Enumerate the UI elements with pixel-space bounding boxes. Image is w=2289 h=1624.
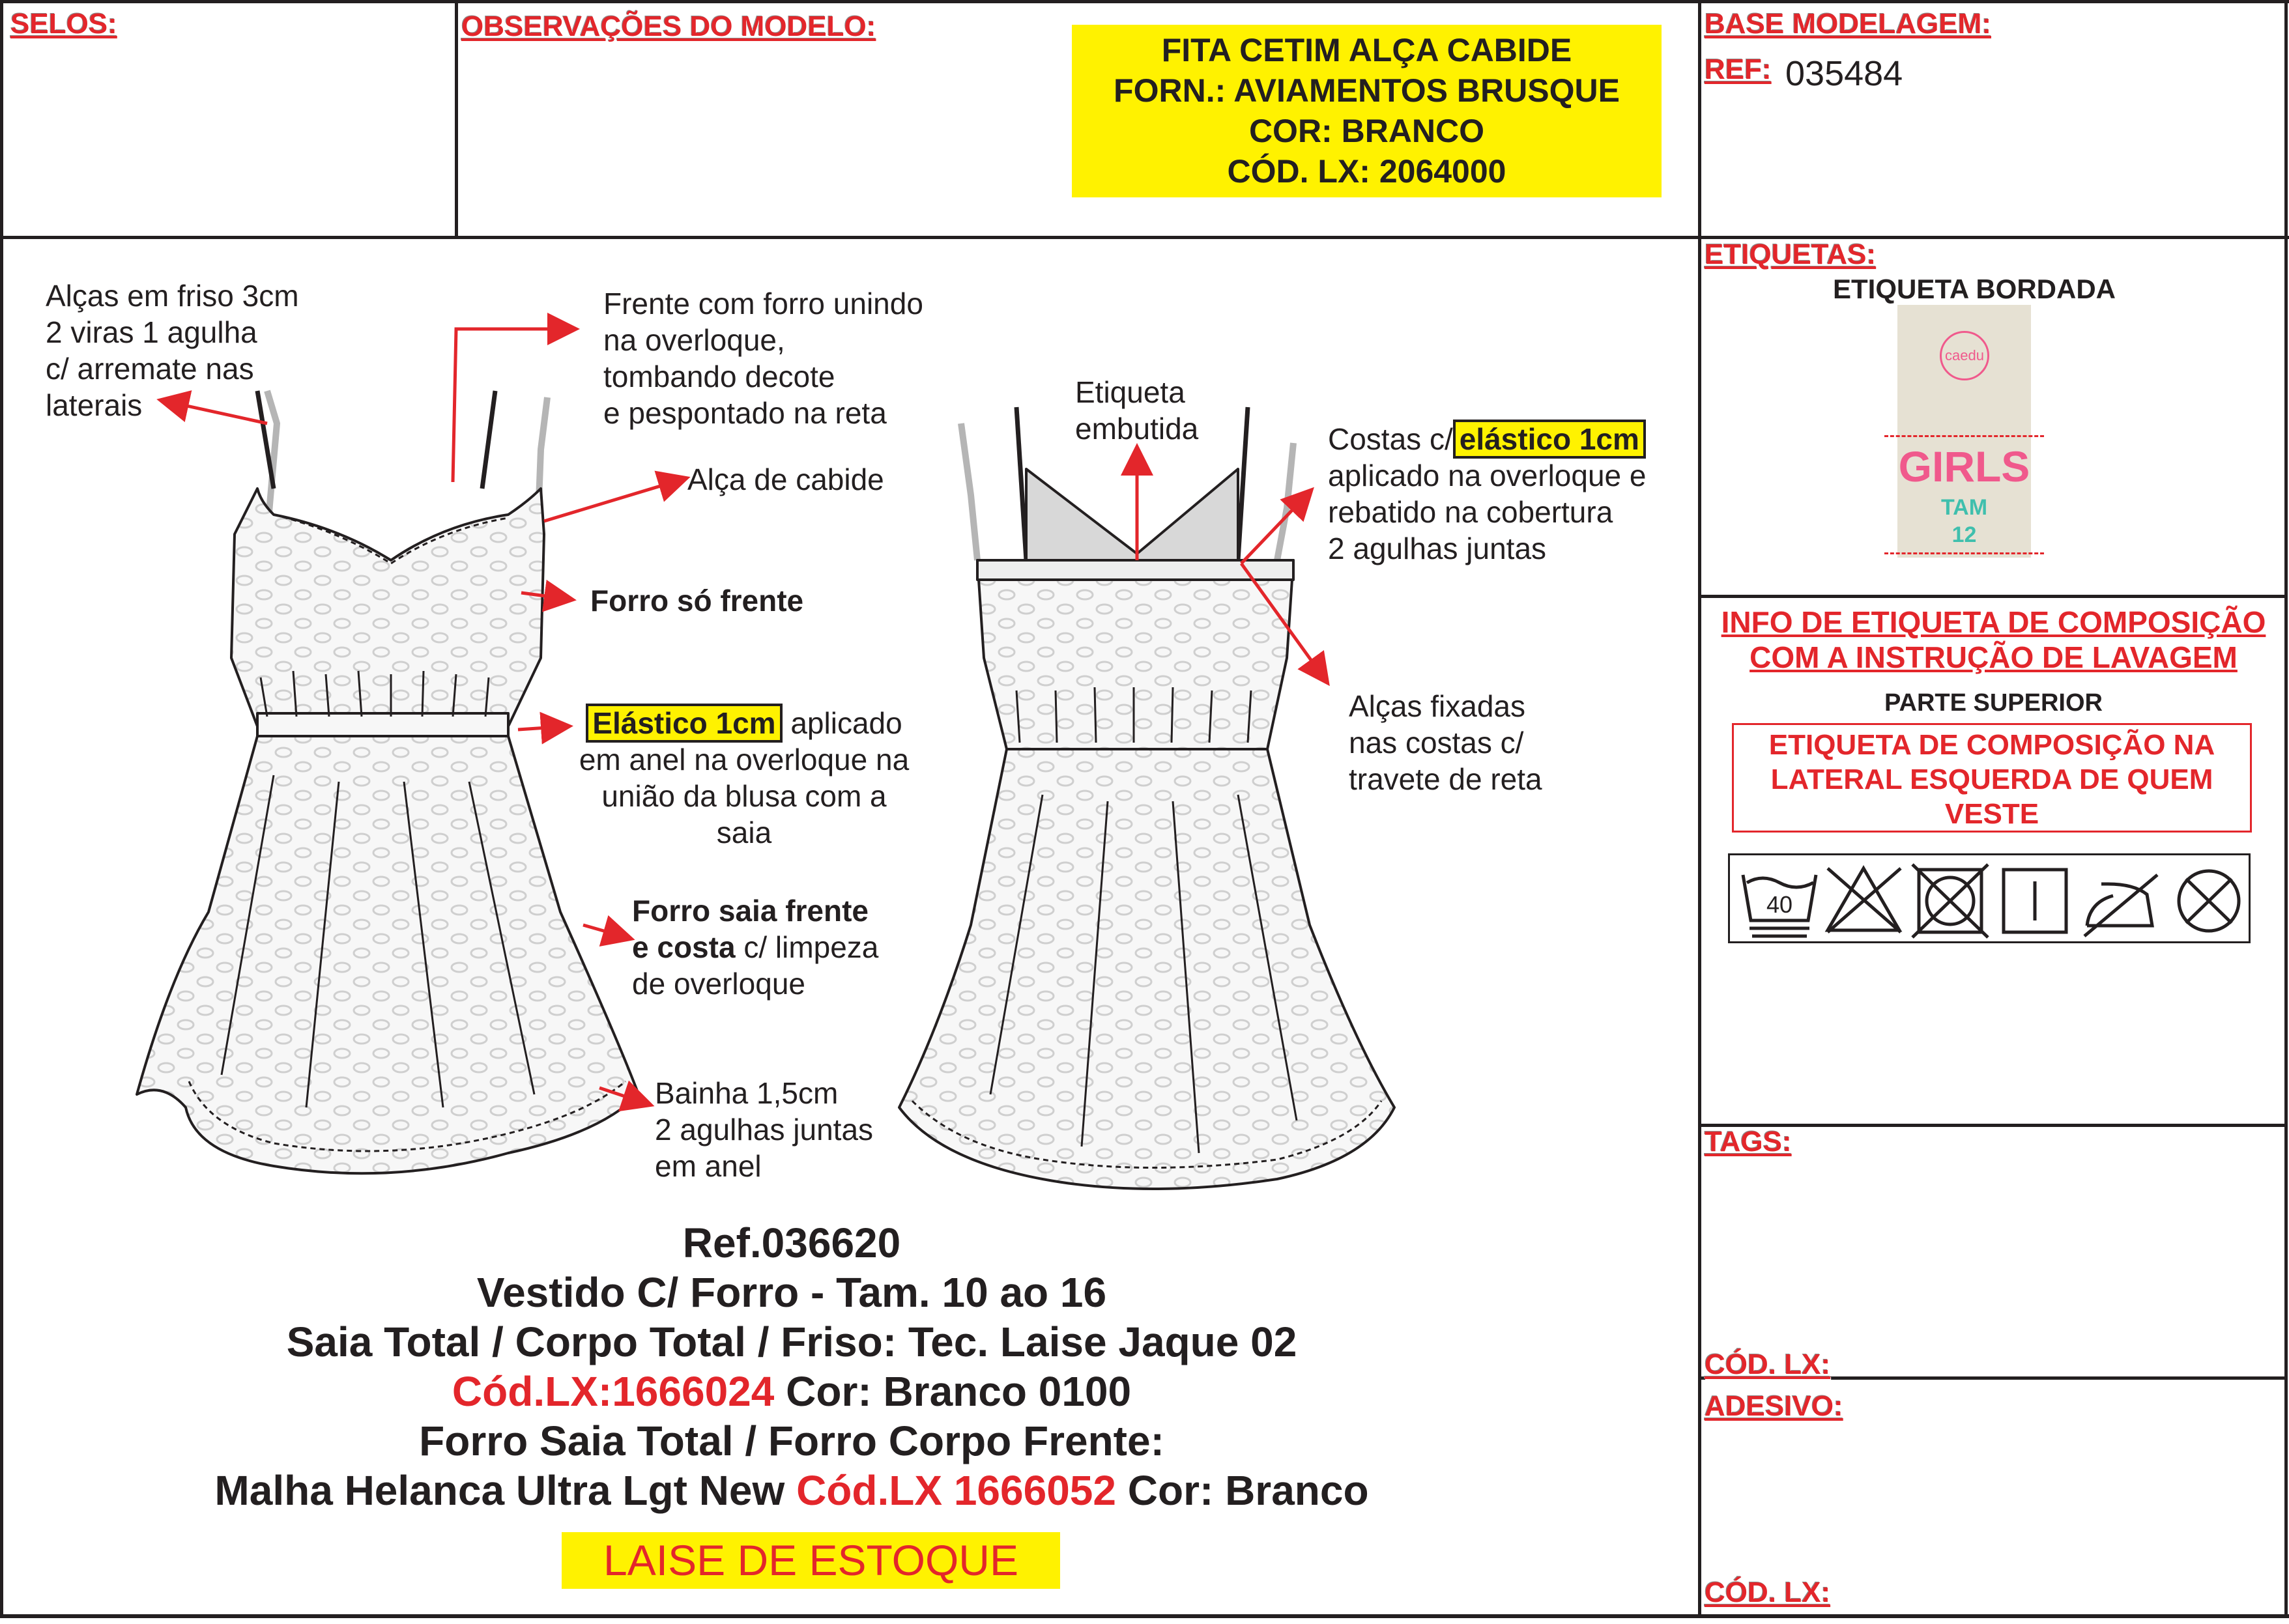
front-waist-band (257, 713, 508, 736)
back-strap-left (1016, 407, 1026, 560)
no-iron-icon (2084, 875, 2157, 936)
parte-superior-label: PARTE SUPERIOR (1884, 689, 2103, 717)
care-symbols-svg (1730, 855, 2253, 945)
wash-temp: 40 (1766, 891, 1793, 918)
spec-ref: Ref.036620 (682, 1219, 901, 1266)
fita-line-4: CÓD. LX: 2064000 (1227, 153, 1506, 190)
wash-40-icon (1743, 875, 1816, 936)
care-symbols-strip (1728, 853, 2251, 943)
front-strap-right (482, 391, 495, 489)
arrow-frente-forro (453, 329, 573, 482)
adesivo-label: ADESIVO: (1705, 1390, 1843, 1422)
fita-line-2: FORN.: AVIAMENTOS BRUSQUE (1114, 72, 1620, 109)
label-brand: caedu (1945, 347, 1984, 363)
note-frente-forro: Frente com forro unindo na overloque, tombando decote e pespontado na reta (603, 287, 923, 430)
laise-estoque-badge (562, 1532, 1060, 1589)
back-bodice (977, 560, 1293, 749)
observacoes-label: OBSERVAÇÕES DO MODELO: (461, 10, 876, 42)
back-strap-inner-right (1277, 443, 1293, 560)
label-size-value: 12 (1951, 522, 1977, 547)
elastico-front-highlight: Elástico 1cm (586, 704, 782, 743)
label-dash-top (1884, 435, 2044, 437)
front-bodice (231, 489, 544, 726)
ref-value: 035484 (1785, 54, 1903, 93)
back-strap-right (1238, 407, 1248, 560)
spec-line-5: Forro Saia Total / Forro Corpo Frente: (419, 1417, 1164, 1464)
label-size-label: TAM (1940, 495, 1988, 520)
etiqueta-bordada-label: ETIQUETA BORDADA (1833, 274, 2116, 304)
fita-line-3: COR: BRANCO (1248, 113, 1485, 149)
cod-lx-label-tags: CÓD. LX: (1705, 1348, 1831, 1380)
back-lining-triangle (1026, 469, 1238, 560)
line-dry-icon (2004, 870, 2066, 932)
ref-label: REF: (1705, 53, 1772, 85)
tags-label: TAGS: (1705, 1126, 1792, 1158)
spec-block (98, 1218, 1486, 1515)
selos-label: SELOS: (10, 8, 117, 40)
back-strap-inner-left (961, 423, 977, 560)
spec-line-4: Cód.LX:1666024 Cor: Branco 0100 (452, 1368, 1132, 1415)
no-tumble-dry-icon (1912, 864, 1988, 937)
spec-line-6: Malha Helanca Ultra Lgt New Cód.LX 1666052 Cor: Branco (214, 1467, 1369, 1514)
embroidered-label-tag (1897, 305, 2031, 558)
note-forro-so-frente: Forro só frente (590, 584, 804, 618)
fita-line-1: FITA CETIM ALÇA CABIDE (1161, 32, 1572, 68)
note-alca-cabide: Alça de cabide (687, 463, 884, 496)
label-brand-badge (1940, 331, 1989, 380)
composicao-box: ETIQUETA DE COMPOSIÇÃO NA LATERAL ESQUERDA DE QUEM VESTE (1732, 723, 2252, 833)
label-dash-bottom (1884, 552, 2044, 554)
arrow-alca-cabide (544, 479, 684, 521)
label-line: GIRLS (1898, 442, 2030, 491)
note-alcas-fixadas: Alças fixadas nas costas c/ travete de reta (1349, 689, 1542, 796)
note-etiqueta-embutida: Etiqueta embutida (1075, 375, 1199, 446)
back-skirt (899, 749, 1394, 1189)
cod-lx-label-adesivo: CÓD. LX: (1705, 1576, 1831, 1608)
base-modelagem-label: BASE MODELAGEM: (1705, 8, 1991, 40)
laise-estoque-label: LAISE DE ESTOQUE (603, 1536, 1018, 1584)
note-forro-saia: Forro saia frente e costa c/ limpeza de overloque (632, 894, 879, 1001)
spec-line-3: Saia Total / Corpo Total / Friso: Tec. Laise Jaque 02 (286, 1318, 1297, 1365)
note-costas: Costas c/ elástico 1cm aplicado na overloque e rebatido na cobertura 2 agulhas juntas (1328, 421, 1646, 567)
arrow-elastico-front (518, 726, 567, 730)
no-dry-clean-icon (2179, 871, 2239, 931)
back-dress-drawing (899, 407, 1394, 1189)
note-alcas-friso: Alças em friso 3cm 2 viras 1 agulha c/ arremate nas laterais (46, 279, 299, 422)
no-bleach-icon (1828, 868, 1901, 932)
note-elastico-front: Elástico 1cm aplicado em anel na overloque na união da blusa com a saia (562, 705, 927, 851)
costas-elastico-highlight: elástico 1cm (1453, 420, 1646, 459)
note-bainha: Bainha 1,5cm 2 agulhas juntas em anel (655, 1076, 874, 1183)
spec-line-2: Vestido C/ Forro - Tam. 10 ao 16 (476, 1269, 1107, 1316)
info-etiqueta-title: INFO DE ETIQUETA DE COMPOSIÇÃO COM A INSTRUÇÃO DE LAVAGEM (1721, 605, 2266, 674)
etiquetas-label: ETIQUETAS: (1705, 238, 1877, 270)
arrow-forro-saia (583, 925, 629, 938)
